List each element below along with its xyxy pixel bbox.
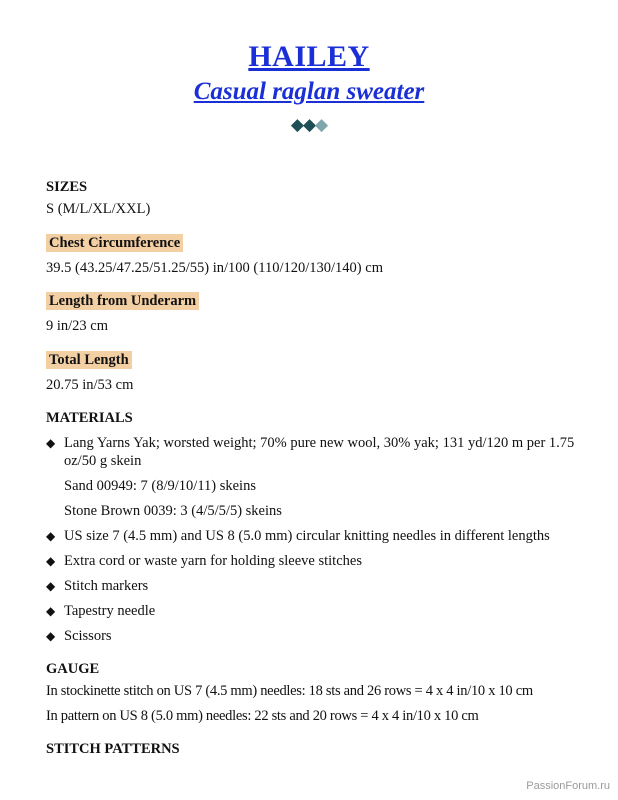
bullet-icon: ◆ xyxy=(46,436,56,450)
material-markers: Stitch markers xyxy=(64,578,149,594)
material-needles: US size 7 (4.5 mm) and US 8 (5.0 mm) circular knitting needles in different lengths xyxy=(64,528,550,544)
stitch-patterns-heading: STITCH PATTERNS xyxy=(46,741,180,757)
bullet-icon: ◆ xyxy=(46,579,56,593)
total-length-label: Total Length xyxy=(46,351,132,369)
underarm-label: Length from Underarm xyxy=(46,292,199,310)
material-tapestry-needle: Tapestry needle xyxy=(64,603,156,619)
diamond-icon: ◆ xyxy=(302,115,316,134)
underarm-value: 9 in/23 cm xyxy=(46,318,109,334)
sizes-heading: SIZES xyxy=(46,179,88,195)
bullet-icon: ◆ xyxy=(46,604,56,618)
chest-label: Chest Circumference xyxy=(46,234,183,252)
material-cord: Extra cord or waste yarn for holding sleeve stitches xyxy=(64,553,362,569)
gauge-line-stockinette: In stockinette stitch on US 7 (4.5 mm) needles: 18 sts and 26 rows = 4 x 4 in/10 x 10 cm xyxy=(46,683,533,699)
material-color-sand: Sand 00949: 7 (8/9/10/11) skeins xyxy=(64,478,256,494)
bullet-icon: ◆ xyxy=(46,529,56,543)
bullet-icon: ◆ xyxy=(46,629,56,643)
total-length-value: 20.75 in/53 cm xyxy=(46,377,134,393)
materials-heading: MATERIALS xyxy=(46,410,133,426)
material-scissors: Scissors xyxy=(64,628,112,644)
pattern-subtitle: Casual raglan sweater xyxy=(193,78,425,105)
diamond-icon: ◆ xyxy=(315,115,328,134)
gauge-line-pattern: In pattern on US 8 (5.0 mm) needles: 22 sts and 20 rows = 4 x 4 in/10 x 10 cm xyxy=(46,708,479,724)
watermark: PassionForum.ru xyxy=(526,780,610,792)
material-color-stone-brown: Stone Brown 0039: 3 (4/5/5/5) skeins xyxy=(64,503,282,519)
diamond-icon: ◆ xyxy=(290,115,303,134)
material-yarn: Lang Yarns Yak; worsted weight; 70% pure new wool, 30% yak; 131 yd/120 m per 1.75 oz/50 g skein xyxy=(64,435,575,469)
chest-value: 39.5 (43.25/47.25/51.25/55) in/100 (110/120/130/140) cm xyxy=(46,260,383,276)
bullet-icon: ◆ xyxy=(46,554,56,568)
sizes-value: S (M/L/XL/XXL) xyxy=(46,201,151,217)
diamond-ornament xyxy=(0,116,618,133)
gauge-heading: GAUGE xyxy=(46,661,100,677)
pattern-title: HAILEY xyxy=(248,40,370,73)
